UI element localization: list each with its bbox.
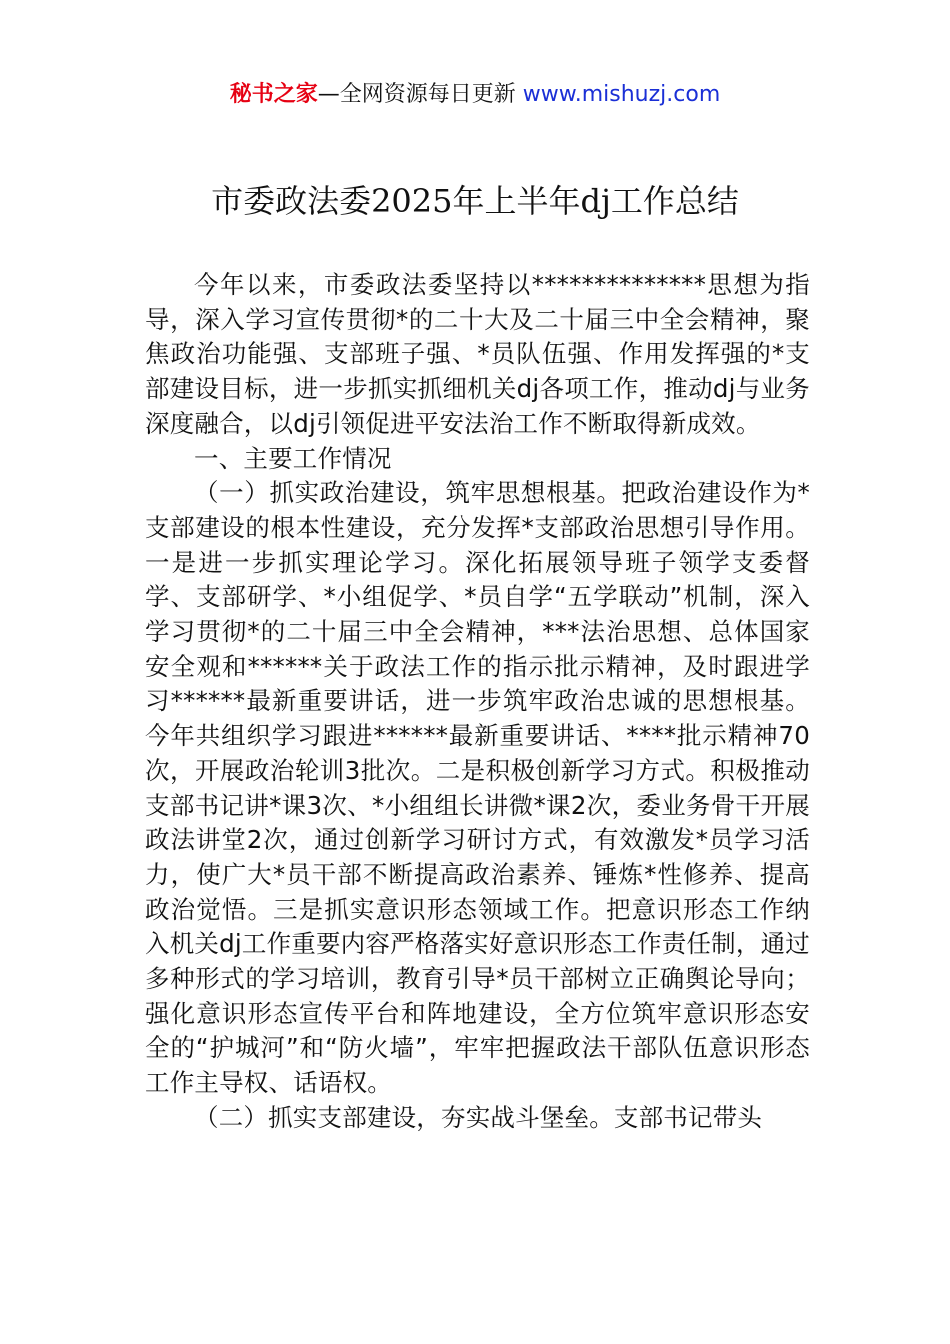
banner-slogan: —全网资源每日更新	[317, 82, 516, 107]
document-body	[145, 268, 810, 1136]
banner-brand: 秘书之家	[229, 82, 318, 107]
site-banner	[0, 78, 950, 112]
document-title: 市委政法委2025年上半年dj工作总结	[211, 182, 739, 220]
section-paragraph: （二）抓实支部建设，夯实战斗堡垒。支部书记带头	[194, 1102, 763, 1132]
banner-url-link[interactable]: www.mishuzj.com	[522, 82, 721, 107]
section-heading: 一、主要工作情况	[194, 443, 392, 473]
intro-paragraph: 今年以来，市委政法委坚持以**************思想为指导，深入学习宣传贯彻*的二十大及二十届三中全会精神，聚焦政治功能强、支部班子强、*员队伍强、作用发挥强的*支部建设目标，进一步抓实抓细机关dj各项工作，推动dj与业务深度融合，以dj引领促进平安法治工作不断取得新成效。	[145, 270, 810, 438]
section-paragraph: （一）抓实政治建设，筑牢思想根基。把政治建设作为*支部建设的根本性建设，充分发挥*支部政治思想引导作用。一是进一步抓实理论学习。深化拓展领导班子领学支委督学、支部研学、*小组促学、*员自学“五学联动”机制，深入学习贯彻*的二十届三中全会精神，***法治思想、总体国家安全观和******关于政法工作的指示批示精神，及时跟进学习******最新重要讲话，进一步筑牢政治忠诚的思想根基。今年共组织学习跟进******最新重要讲话、****批示精神70次，开展政治轮训3批次。二是积极创新学习方式。积极推动支部书记讲*课3次、*小组组长讲微*课2次，委业务骨干开展政法讲堂2次，通过创新学习研讨方式，有效激发*员学习活力，使广大*员干部不断提高政治素养、锤炼*性修养、提高政治觉悟。三是抓实意识形态领域工作。把意识形态工作纳入机关dj工作重要内容严格落实好意识形态工作责任制，通过多种形式的学习培训，教育引导*员干部树立正确舆论导向；强化意识形态宣传平台和阵地建设，全方位筑牢意识形态安全的“护城河”和“防火墙”，牢牢把握政法干部队伍意识形态工作主导权、话语权。	[145, 478, 810, 1098]
